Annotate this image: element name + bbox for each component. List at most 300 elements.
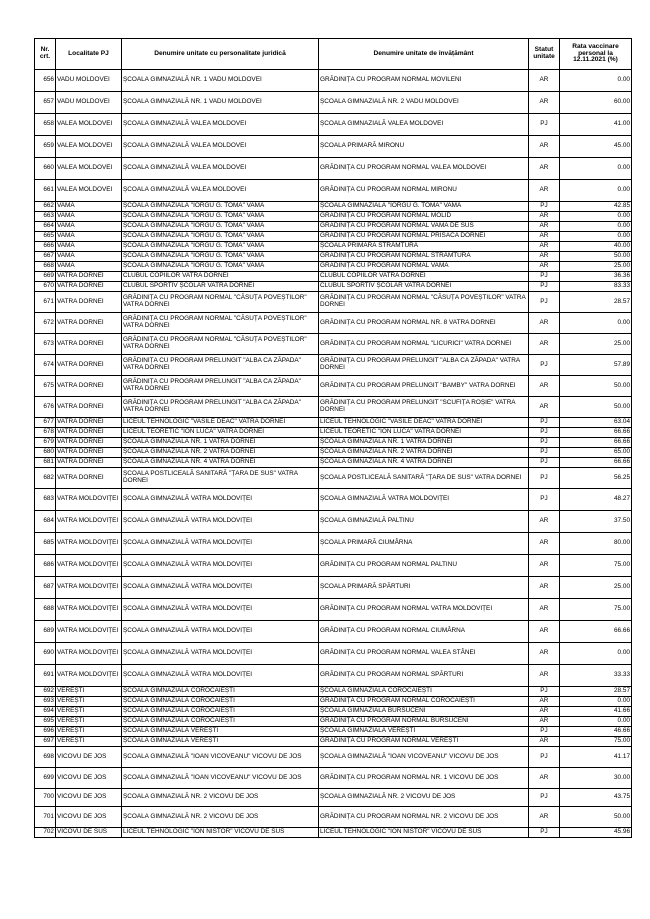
cell-nr-crt: 659 bbox=[35, 136, 56, 158]
table-row bbox=[35, 789, 632, 807]
table-row bbox=[35, 438, 632, 448]
cell-unitate-pj: ȘCOALA GIMNAZIALĂ "IORGU G. TOMA" VAMA bbox=[122, 222, 319, 232]
cell-unitate-invatamant: GRĂDINIȚA CU PROGRAM NORMAL VALEA STÂNEI bbox=[319, 643, 529, 665]
cell-nr-crt: 677 bbox=[35, 418, 56, 428]
cell-unitate-invatamant: ȘCOALA PRIMARĂ STRÂMTURA bbox=[319, 242, 529, 252]
cell-rata: 33.33 bbox=[560, 665, 632, 687]
cell-rata: 40.00 bbox=[560, 242, 632, 252]
cell-nr-crt: 660 bbox=[35, 158, 56, 180]
cell-unitate-invatamant: ȘCOALA PRIMARĂ SPĂRTURI bbox=[319, 577, 529, 599]
cell-nr-crt: 687 bbox=[35, 577, 56, 599]
cell-localitate: VEREȘTI bbox=[56, 687, 122, 697]
cell-unitate-invatamant: ȘCOALA GIMNAZIALĂ "IOAN VICOVEANU" VICOVU DE JOS bbox=[319, 747, 529, 768]
cell-nr-crt: 700 bbox=[35, 789, 56, 807]
cell-unitate-pj: ȘCOALA GIMNAZIALĂ "IORGU G. TOMA" VAMA bbox=[122, 232, 319, 242]
cell-rata: 66.66 bbox=[560, 621, 632, 643]
cell-unitate-pj: ȘCOALA GIMNAZIALĂ VEREȘTI bbox=[122, 737, 319, 747]
cell-unitate-invatamant: ȘCOALA GIMNAZIALĂ NR. 2 VATRA DORNEI bbox=[319, 448, 529, 458]
cell-unitate-pj: ȘCOALA GIMNAZIALĂ VATRA MOLDOVIȚEI bbox=[122, 599, 319, 621]
cell-unitate-pj: ȘCOALA GIMNAZIALĂ VALEA MOLDOVEI bbox=[122, 114, 319, 136]
header-row bbox=[35, 39, 632, 70]
cell-statut: PJ bbox=[529, 438, 560, 448]
cell-unitate-invatamant: CLUBUL SPORTIV ȘCOLAR VATRA DORNEI bbox=[319, 282, 529, 292]
cell-statut: AR bbox=[529, 697, 560, 707]
table-row bbox=[35, 577, 632, 599]
table-body bbox=[35, 70, 632, 838]
cell-rata: 56.25 bbox=[560, 468, 632, 489]
table-row bbox=[35, 727, 632, 737]
header-nr-crt: Nr. crt. bbox=[35, 39, 56, 70]
cell-rata: 0.00 bbox=[560, 158, 632, 180]
cell-statut: AR bbox=[529, 599, 560, 621]
cell-nr-crt: 668 bbox=[35, 262, 56, 272]
cell-unitate-pj: ȘCOALA GIMNAZIALĂ VATRA MOLDOVIȚEI bbox=[122, 533, 319, 555]
cell-unitate-invatamant: LICEUL TEORETIC "ION LUCA" VATRA DORNEI bbox=[319, 428, 529, 438]
cell-nr-crt: 702 bbox=[35, 828, 56, 838]
table-row bbox=[35, 489, 632, 511]
cell-localitate: VICOVU DE SUS bbox=[56, 828, 122, 838]
cell-statut: AR bbox=[529, 158, 560, 180]
cell-localitate: VATRA MOLDOVIȚEI bbox=[56, 621, 122, 643]
cell-unitate-pj: ȘCOALA GIMNAZIALĂ VALEA MOLDOVEI bbox=[122, 180, 319, 202]
cell-localitate: VAMA bbox=[56, 242, 122, 252]
cell-statut: PJ bbox=[529, 114, 560, 136]
table-row bbox=[35, 334, 632, 355]
cell-unitate-invatamant: GRĂDINIȚA CU PROGRAM NORMAL VALEA MOLDOVEI bbox=[319, 158, 529, 180]
cell-unitate-invatamant: GRĂDINIȚA CU PROGRAM PRELUNGIT "SCUFIȚA ROȘIE" VATRA DORNEI bbox=[319, 397, 529, 418]
table-row bbox=[35, 222, 632, 232]
cell-localitate: VATRA DORNEI bbox=[56, 376, 122, 397]
cell-nr-crt: 689 bbox=[35, 621, 56, 643]
cell-statut: PJ bbox=[529, 202, 560, 212]
cell-rata: 25.00 bbox=[560, 334, 632, 355]
cell-nr-crt: 685 bbox=[35, 533, 56, 555]
table-row bbox=[35, 828, 632, 838]
cell-localitate: VADU MOLDOVEI bbox=[56, 70, 122, 92]
cell-localitate: VAMA bbox=[56, 232, 122, 242]
cell-rata: 0.00 bbox=[560, 313, 632, 334]
cell-rata: 63.04 bbox=[560, 418, 632, 428]
cell-unitate-invatamant: ȘCOALA PRIMARĂ CIUMÂRNA bbox=[319, 533, 529, 555]
cell-localitate: VAMA bbox=[56, 212, 122, 222]
cell-nr-crt: 682 bbox=[35, 468, 56, 489]
cell-rata: 66.66 bbox=[560, 428, 632, 438]
cell-nr-crt: 667 bbox=[35, 252, 56, 262]
table-row bbox=[35, 697, 632, 707]
table-row bbox=[35, 717, 632, 727]
cell-unitate-pj: ȘCOALA GIMNAZIALĂ VATRA MOLDOVIȚEI bbox=[122, 555, 319, 577]
cell-statut: AR bbox=[529, 397, 560, 418]
cell-rata: 0.00 bbox=[560, 232, 632, 242]
cell-rata: 66.66 bbox=[560, 438, 632, 448]
table-row bbox=[35, 418, 632, 428]
cell-localitate: VATRA MOLDOVIȚEI bbox=[56, 511, 122, 533]
cell-unitate-pj: ȘCOALA GIMNAZIALĂ COROCĂIEȘTI bbox=[122, 687, 319, 697]
cell-nr-crt: 694 bbox=[35, 707, 56, 717]
cell-statut: AR bbox=[529, 533, 560, 555]
cell-nr-crt: 675 bbox=[35, 376, 56, 397]
cell-unitate-pj: LICEUL TEORETIC "ION LUCA" VATRA DORNEI bbox=[122, 428, 319, 438]
cell-unitate-pj: ȘCOALA GIMNAZIALĂ VATRA MOLDOVIȚEI bbox=[122, 621, 319, 643]
header-statut: Statut unitate bbox=[529, 39, 560, 70]
cell-localitate: VATRA DORNEI bbox=[56, 292, 122, 313]
cell-statut: PJ bbox=[529, 292, 560, 313]
cell-statut: AR bbox=[529, 376, 560, 397]
cell-rata: 0.00 bbox=[560, 70, 632, 92]
cell-statut: AR bbox=[529, 222, 560, 232]
cell-rata: 36.36 bbox=[560, 272, 632, 282]
cell-statut: AR bbox=[529, 511, 560, 533]
cell-unitate-pj: GRĂDINIȚA CU PROGRAM NORMAL "CĂSUȚA POVEȘTILOR" VATRA DORNEI bbox=[122, 313, 319, 334]
table-row bbox=[35, 202, 632, 212]
cell-rata: 30.00 bbox=[560, 768, 632, 789]
cell-unitate-pj: ȘCOALA GIMNAZIALĂ "IORGU G. TOMA" VAMA bbox=[122, 242, 319, 252]
cell-rata: 28.57 bbox=[560, 292, 632, 313]
cell-localitate: VATRA DORNEI bbox=[56, 458, 122, 468]
cell-statut: PJ bbox=[529, 727, 560, 737]
cell-unitate-pj: ȘCOALA GIMNAZIALĂ VATRA MOLDOVIȚEI bbox=[122, 489, 319, 511]
table-row bbox=[35, 232, 632, 242]
table-row bbox=[35, 114, 632, 136]
cell-rata: 0.00 bbox=[560, 180, 632, 202]
cell-localitate: VATRA MOLDOVIȚEI bbox=[56, 643, 122, 665]
cell-localitate: VATRA MOLDOVIȚEI bbox=[56, 555, 122, 577]
table-row bbox=[35, 533, 632, 555]
cell-statut: AR bbox=[529, 334, 560, 355]
cell-nr-crt: 680 bbox=[35, 448, 56, 458]
cell-unitate-pj: ȘCOALA GIMNAZIALĂ "IOAN VICOVEANU" VICOVU DE JOS bbox=[122, 768, 319, 789]
cell-rata: 0.00 bbox=[560, 717, 632, 727]
cell-unitate-pj: GRĂDINIȚA CU PROGRAM PRELUNGIT "ALBA CA ZĂPADA" VATRA DORNEI bbox=[122, 376, 319, 397]
cell-statut: PJ bbox=[529, 448, 560, 458]
cell-nr-crt: 664 bbox=[35, 222, 56, 232]
cell-rata: 66.66 bbox=[560, 458, 632, 468]
cell-nr-crt: 688 bbox=[35, 599, 56, 621]
cell-nr-crt: 691 bbox=[35, 665, 56, 687]
cell-rata: 25.00 bbox=[560, 577, 632, 599]
cell-unitate-invatamant: ȘCOALA GIMNAZIALĂ VALEA MOLDOVEI bbox=[319, 114, 529, 136]
table-row bbox=[35, 242, 632, 252]
cell-rata: 37.50 bbox=[560, 511, 632, 533]
cell-unitate-invatamant: GRĂDINIȚA CU PROGRAM NORMAL COROCĂIEȘTI bbox=[319, 697, 529, 707]
table-row bbox=[35, 807, 632, 828]
cell-unitate-pj: CLUBUL COPIILOR VATRA DORNEI bbox=[122, 272, 319, 282]
cell-rata: 41.66 bbox=[560, 707, 632, 717]
cell-localitate: VEREȘTI bbox=[56, 707, 122, 717]
cell-nr-crt: 679 bbox=[35, 438, 56, 448]
cell-nr-crt: 673 bbox=[35, 334, 56, 355]
cell-rata: 48.27 bbox=[560, 489, 632, 511]
cell-statut: AR bbox=[529, 232, 560, 242]
cell-statut: AR bbox=[529, 212, 560, 222]
table-row bbox=[35, 252, 632, 262]
cell-statut: AR bbox=[529, 92, 560, 114]
cell-nr-crt: 683 bbox=[35, 489, 56, 511]
cell-statut: AR bbox=[529, 768, 560, 789]
cell-unitate-pj: ȘCOALA GIMNAZIALĂ COROCĂIEȘTI bbox=[122, 707, 319, 717]
table-row bbox=[35, 665, 632, 687]
cell-nr-crt: 662 bbox=[35, 202, 56, 212]
cell-localitate: VEREȘTI bbox=[56, 727, 122, 737]
cell-rata: 0.00 bbox=[560, 222, 632, 232]
header-unitate-pj: Denumire unitate cu personalitate juridică bbox=[122, 39, 319, 70]
cell-unitate-invatamant: ȘCOALA PRIMARĂ MIRONU bbox=[319, 136, 529, 158]
cell-unitate-invatamant: GRĂDINIȚA CU PROGRAM NORMAL "CĂSUȚA POVEȘTILOR" VATRA DORNEI bbox=[319, 292, 529, 313]
cell-localitate: VATRA DORNEI bbox=[56, 334, 122, 355]
cell-unitate-invatamant: ȘCOALA GIMNAZIALĂ PALTINU bbox=[319, 511, 529, 533]
cell-rata: 75.00 bbox=[560, 555, 632, 577]
cell-rata: 75.00 bbox=[560, 737, 632, 747]
cell-nr-crt: 657 bbox=[35, 92, 56, 114]
cell-nr-crt: 658 bbox=[35, 114, 56, 136]
table-row bbox=[35, 212, 632, 222]
cell-localitate: VAMA bbox=[56, 252, 122, 262]
cell-nr-crt: 684 bbox=[35, 511, 56, 533]
cell-unitate-invatamant: GRĂDINIȚA CU PROGRAM NORMAL MIRONU bbox=[319, 180, 529, 202]
cell-nr-crt: 693 bbox=[35, 697, 56, 707]
cell-unitate-invatamant: GRĂDINIȚA CU PROGRAM NORMAL MOLID bbox=[319, 212, 529, 222]
cell-statut: PJ bbox=[529, 489, 560, 511]
cell-statut: AR bbox=[529, 707, 560, 717]
cell-rata: 45.00 bbox=[560, 136, 632, 158]
cell-statut: AR bbox=[529, 180, 560, 202]
cell-statut: PJ bbox=[529, 828, 560, 838]
cell-statut: AR bbox=[529, 665, 560, 687]
cell-localitate: VATRA MOLDOVIȚEI bbox=[56, 599, 122, 621]
cell-unitate-invatamant: ȘCOALA GIMNAZIALĂ BURSUCENI bbox=[319, 707, 529, 717]
table-row bbox=[35, 511, 632, 533]
table-row bbox=[35, 428, 632, 438]
cell-rata: 50.00 bbox=[560, 252, 632, 262]
cell-statut: PJ bbox=[529, 418, 560, 428]
cell-rata: 41.17 bbox=[560, 747, 632, 768]
cell-unitate-pj: ȘCOALA GIMNAZIALĂ NR. 2 VICOVU DE JOS bbox=[122, 789, 319, 807]
header-unitate-invatamant: Denumire unitate de învățământ bbox=[319, 39, 529, 70]
cell-rata: 57.89 bbox=[560, 355, 632, 376]
cell-unitate-pj: ȘCOALA GIMNAZIALĂ "IOAN VICOVEANU" VICOVU DE JOS bbox=[122, 747, 319, 768]
cell-unitate-pj: ȘCOALA GIMNAZIALĂ NR. 4 VATRA DORNEI bbox=[122, 458, 319, 468]
table-row bbox=[35, 70, 632, 92]
cell-unitate-invatamant: GRĂDINIȚA CU PROGRAM NORMAL CIUMÂRNA bbox=[319, 621, 529, 643]
cell-localitate: VATRA DORNEI bbox=[56, 428, 122, 438]
cell-unitate-pj: ȘCOALA GIMNAZIALĂ VATRA MOLDOVIȚEI bbox=[122, 511, 319, 533]
cell-unitate-invatamant: GRĂDINIȚA CU PROGRAM NORMAL PALTINU bbox=[319, 555, 529, 577]
cell-unitate-pj: ȘCOALA GIMNAZIALĂ NR. 2 VATRA DORNEI bbox=[122, 448, 319, 458]
table-row bbox=[35, 747, 632, 768]
table-row bbox=[35, 621, 632, 643]
cell-statut: AR bbox=[529, 577, 560, 599]
cell-unitate-invatamant: ȘCOALA GIMNAZIALĂ COROCĂIEȘTI bbox=[319, 687, 529, 697]
cell-localitate: VICOVU DE JOS bbox=[56, 789, 122, 807]
cell-unitate-invatamant: ȘCOALA GIMNAZIALĂ VATRA MOLDOVIȚEI bbox=[319, 489, 529, 511]
table-row bbox=[35, 555, 632, 577]
cell-rata: 46.66 bbox=[560, 727, 632, 737]
cell-localitate: VAMA bbox=[56, 262, 122, 272]
cell-localitate: VATRA DORNEI bbox=[56, 438, 122, 448]
cell-localitate: VATRA MOLDOVIȚEI bbox=[56, 533, 122, 555]
cell-nr-crt: 671 bbox=[35, 292, 56, 313]
table-row bbox=[35, 468, 632, 489]
cell-statut: AR bbox=[529, 262, 560, 272]
cell-statut: PJ bbox=[529, 747, 560, 768]
cell-unitate-pj: LICEUL TEHNOLOGIC "ION NISTOR" VICOVU DE SUS bbox=[122, 828, 319, 838]
cell-rata: 45.96 bbox=[560, 828, 632, 838]
cell-localitate: VEREȘTI bbox=[56, 737, 122, 747]
cell-localitate: VICOVU DE JOS bbox=[56, 807, 122, 828]
cell-unitate-invatamant: GRĂDINIȚA CU PROGRAM PRELUNGIT "ALBA CA ZĂPADA" VATRA DORNEI bbox=[319, 355, 529, 376]
cell-nr-crt: 674 bbox=[35, 355, 56, 376]
cell-unitate-pj: ȘCOALA GIMNAZIALĂ "IORGU G. TOMA" VAMA bbox=[122, 202, 319, 212]
cell-unitate-pj: LICEUL TEHNOLOGIC "VASILE DEAC" VATRA DORNEI bbox=[122, 418, 319, 428]
cell-unitate-pj: ȘCOALA GIMNAZIALĂ "IORGU G. TOMA" VAMA bbox=[122, 252, 319, 262]
table-row bbox=[35, 643, 632, 665]
cell-nr-crt: 692 bbox=[35, 687, 56, 697]
cell-localitate: VATRA DORNEI bbox=[56, 313, 122, 334]
table-row bbox=[35, 707, 632, 717]
table-row bbox=[35, 737, 632, 747]
vaccination-table bbox=[34, 38, 632, 838]
table-row bbox=[35, 272, 632, 282]
cell-statut: PJ bbox=[529, 468, 560, 489]
cell-nr-crt: 663 bbox=[35, 212, 56, 222]
cell-rata: 42.85 bbox=[560, 202, 632, 212]
cell-unitate-invatamant: ȘCOALA GIMNAZIALĂ NR. 2 VADU MOLDOVEI bbox=[319, 92, 529, 114]
table-row bbox=[35, 313, 632, 334]
cell-unitate-invatamant: LICEUL TEHNOLOGIC "ION NISTOR" VICOVU DE SUS bbox=[319, 828, 529, 838]
cell-unitate-pj: ȘCOALA GIMNAZIALĂ NR. 1 VADU MOLDOVEI bbox=[122, 92, 319, 114]
cell-nr-crt: 666 bbox=[35, 242, 56, 252]
cell-nr-crt: 670 bbox=[35, 282, 56, 292]
cell-localitate: VAMA bbox=[56, 222, 122, 232]
cell-localitate: VADU MOLDOVEI bbox=[56, 92, 122, 114]
cell-unitate-pj: ȘCOALA GIMNAZIALĂ VEREȘTI bbox=[122, 727, 319, 737]
cell-statut: PJ bbox=[529, 687, 560, 697]
cell-unitate-invatamant: GRĂDINIȚA CU PROGRAM NORMAL VATRA MOLDOVIȚEI bbox=[319, 599, 529, 621]
cell-localitate: VATRA DORNEI bbox=[56, 355, 122, 376]
cell-statut: AR bbox=[529, 643, 560, 665]
cell-unitate-pj: GRĂDINIȚA CU PROGRAM PRELUNGIT "ALBA CA ZĂPADA" VATRA DORNEI bbox=[122, 397, 319, 418]
cell-localitate: VICOVU DE JOS bbox=[56, 768, 122, 789]
cell-statut: PJ bbox=[529, 428, 560, 438]
cell-unitate-pj: ȘCOALA GIMNAZIALĂ NR. 2 VICOVU DE JOS bbox=[122, 807, 319, 828]
cell-nr-crt: 690 bbox=[35, 643, 56, 665]
cell-rata: 41.00 bbox=[560, 114, 632, 136]
cell-rata: 0.00 bbox=[560, 212, 632, 222]
cell-unitate-pj: CLUBUL SPORTIV ȘCOLAR VATRA DORNEI bbox=[122, 282, 319, 292]
cell-statut: AR bbox=[529, 737, 560, 747]
cell-nr-crt: 669 bbox=[35, 272, 56, 282]
cell-localitate: VALEA MOLDOVEI bbox=[56, 136, 122, 158]
cell-statut: PJ bbox=[529, 272, 560, 282]
cell-unitate-pj: ȘCOALA POSTLICEALĂ SANITARĂ "ȚARA DE SUS" VATRA DORNEI bbox=[122, 468, 319, 489]
cell-unitate-invatamant: ȘCOALA GIMNAZIALĂ VEREȘTI bbox=[319, 727, 529, 737]
cell-rata: 65.00 bbox=[560, 448, 632, 458]
table-row bbox=[35, 448, 632, 458]
cell-unitate-invatamant: ȘCOALA GIMNAZIALĂ NR. 4 VATRA DORNEI bbox=[319, 458, 529, 468]
table-row bbox=[35, 768, 632, 789]
cell-unitate-pj: ȘCOALA GIMNAZIALĂ VALEA MOLDOVEI bbox=[122, 158, 319, 180]
header-rata-vaccinare: Rata vaccinare personal la 12.11.2021 (%) bbox=[560, 39, 632, 70]
cell-localitate: VATRA MOLDOVIȚEI bbox=[56, 489, 122, 511]
cell-unitate-invatamant: CLUBUL COPIILOR VATRA DORNEI bbox=[319, 272, 529, 282]
cell-localitate: VEREȘTI bbox=[56, 697, 122, 707]
table-row bbox=[35, 599, 632, 621]
cell-unitate-invatamant: GRĂDINIȚA CU PROGRAM NORMAL VEREȘTI bbox=[319, 737, 529, 747]
cell-localitate: VEREȘTI bbox=[56, 717, 122, 727]
cell-unitate-pj: ȘCOALA GIMNAZIALĂ NR. 1 VATRA DORNEI bbox=[122, 438, 319, 448]
table-row bbox=[35, 397, 632, 418]
cell-statut: AR bbox=[529, 621, 560, 643]
cell-localitate: VALEA MOLDOVEI bbox=[56, 114, 122, 136]
cell-unitate-invatamant: GRĂDINIȚA CU PROGRAM NORMAL STRÂMTURA bbox=[319, 252, 529, 262]
cell-nr-crt: 697 bbox=[35, 737, 56, 747]
cell-nr-crt: 678 bbox=[35, 428, 56, 438]
cell-unitate-pj: ȘCOALA GIMNAZIALĂ VATRA MOLDOVIȚEI bbox=[122, 577, 319, 599]
cell-statut: AR bbox=[529, 717, 560, 727]
cell-nr-crt: 701 bbox=[35, 807, 56, 828]
cell-statut: AR bbox=[529, 252, 560, 262]
cell-localitate: VATRA DORNEI bbox=[56, 282, 122, 292]
cell-localitate: VAMA bbox=[56, 202, 122, 212]
cell-nr-crt: 672 bbox=[35, 313, 56, 334]
cell-nr-crt: 661 bbox=[35, 180, 56, 202]
cell-unitate-pj: GRĂDINIȚA CU PROGRAM NORMAL "CĂSUȚA POVEȘTILOR" VATRA DORNEI bbox=[122, 292, 319, 313]
cell-nr-crt: 698 bbox=[35, 747, 56, 768]
cell-rata: 60.00 bbox=[560, 92, 632, 114]
cell-unitate-invatamant: LICEUL TEHNOLOGIC "VASILE DEAC" VATRA DORNEI bbox=[319, 418, 529, 428]
cell-unitate-invatamant: ȘCOALA GIMNAZIALĂ NR. 2 VICOVU DE JOS bbox=[319, 789, 529, 807]
table-row bbox=[35, 292, 632, 313]
cell-unitate-pj: ȘCOALA GIMNAZIALĂ VATRA MOLDOVIȚEI bbox=[122, 665, 319, 687]
cell-unitate-invatamant: GRĂDINIȚA CU PROGRAM PRELUNGIT "BAMBY" VATRA DORNEI bbox=[319, 376, 529, 397]
cell-rata: 28.57 bbox=[560, 687, 632, 697]
cell-rata: 50.00 bbox=[560, 376, 632, 397]
cell-unitate-pj: ȘCOALA GIMNAZIALĂ NR. 1 VADU MOLDOVEI bbox=[122, 70, 319, 92]
table-row bbox=[35, 92, 632, 114]
cell-statut: AR bbox=[529, 70, 560, 92]
table-row bbox=[35, 355, 632, 376]
table-row bbox=[35, 458, 632, 468]
cell-localitate: VATRA DORNEI bbox=[56, 272, 122, 282]
cell-unitate-invatamant: GRĂDINIȚA CU PROGRAM NORMAL VAMA bbox=[319, 262, 529, 272]
cell-unitate-pj: ȘCOALA GIMNAZIALĂ COROCĂIEȘTI bbox=[122, 717, 319, 727]
table-row bbox=[35, 180, 632, 202]
cell-localitate: VICOVU DE JOS bbox=[56, 747, 122, 768]
cell-unitate-pj: GRĂDINIȚA CU PROGRAM NORMAL "CĂSUȚA POVEȘTILOR" VATRA DORNEI bbox=[122, 334, 319, 355]
cell-localitate: VATRA DORNEI bbox=[56, 418, 122, 428]
cell-rata: 0.00 bbox=[560, 697, 632, 707]
cell-unitate-invatamant: GRĂDINIȚA CU PROGRAM NORMAL MOVILENI bbox=[319, 70, 529, 92]
cell-unitate-invatamant: GRĂDINIȚA CU PROGRAM NORMAL SPĂRTURI bbox=[319, 665, 529, 687]
cell-unitate-invatamant: GRĂDINIȚA CU PROGRAM NORMAL "LICURICI" VATRA DORNEI bbox=[319, 334, 529, 355]
cell-unitate-pj: ȘCOALA GIMNAZIALĂ "IORGU G. TOMA" VAMA bbox=[122, 212, 319, 222]
cell-rata: 0.00 bbox=[560, 643, 632, 665]
header-localitate: Localitate PJ bbox=[56, 39, 122, 70]
table-row bbox=[35, 687, 632, 697]
table-row bbox=[35, 136, 632, 158]
cell-localitate: VATRA MOLDOVIȚEI bbox=[56, 577, 122, 599]
cell-unitate-invatamant: ȘCOALA POSTLICEALĂ SANITARĂ "ȚARA DE SUS" VATRA DORNEI bbox=[319, 468, 529, 489]
cell-statut: PJ bbox=[529, 789, 560, 807]
cell-statut: AR bbox=[529, 313, 560, 334]
cell-nr-crt: 686 bbox=[35, 555, 56, 577]
cell-unitate-invatamant: GRĂDINIȚA CU PROGRAM NORMAL VAMA DE SUS bbox=[319, 222, 529, 232]
cell-statut: AR bbox=[529, 242, 560, 252]
cell-localitate: VATRA DORNEI bbox=[56, 468, 122, 489]
cell-nr-crt: 696 bbox=[35, 727, 56, 737]
cell-unitate-pj: GRĂDINIȚA CU PROGRAM PRELUNGIT "ALBA CA ZĂPADA" VATRA DORNEI bbox=[122, 355, 319, 376]
cell-statut: PJ bbox=[529, 282, 560, 292]
